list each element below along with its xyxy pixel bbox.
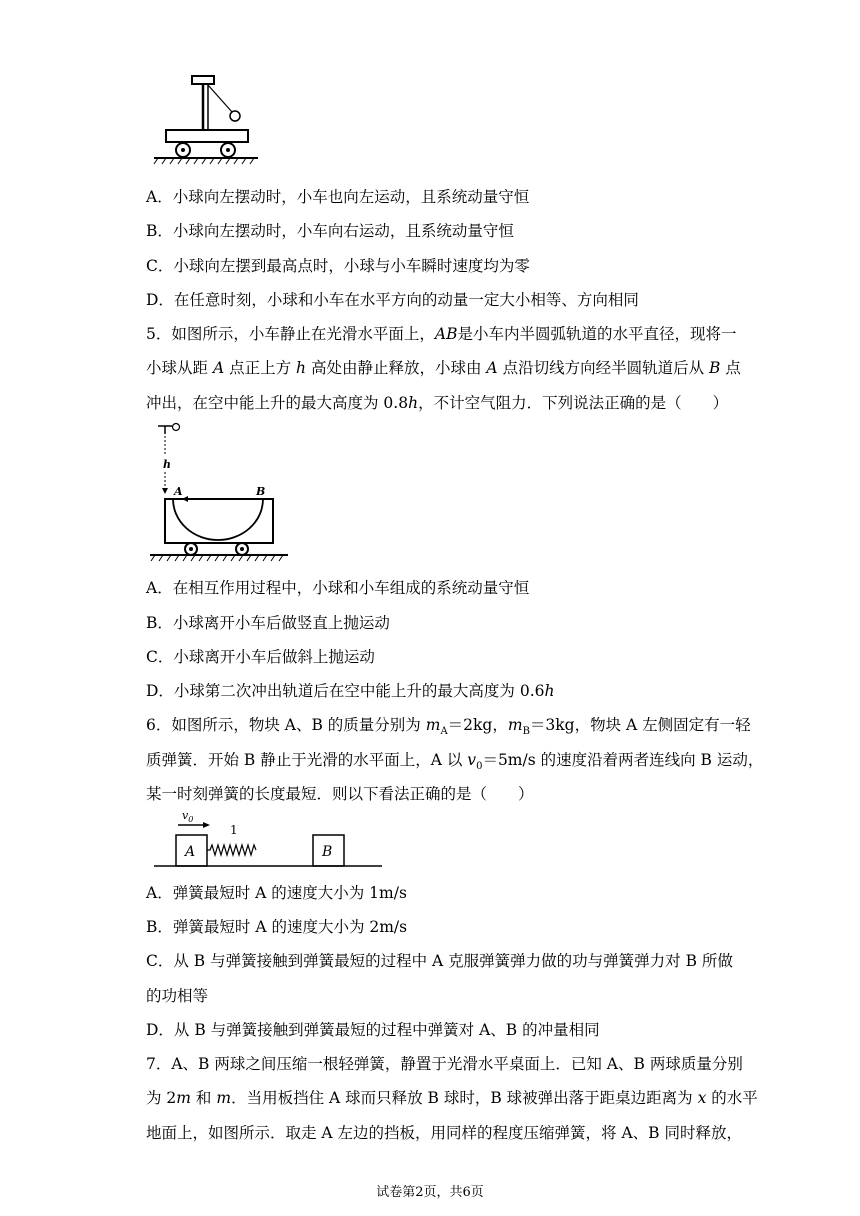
q6-stem-line-1: 6．如图所示，物块 A、B 的质量分别为 $m_A=2kg$，$m_B=3kg$，物块 A 左侧固定有一轻 xyxy=(146,716,751,738)
q6-stem-line-2: 质弹簧．开始 B 静止于光滑的水平面上，A 以 $v_0=5m/s$ 的速度沿着两者连线向 B 运动， xyxy=(146,751,764,773)
q5-option-a: A．在相互作用过程中，小球和小车组成的系统动量守恒 xyxy=(146,579,530,597)
q5-option-c: C．小球离开小车后做斜上抛运动 xyxy=(146,648,375,666)
blocks-spring-figure xyxy=(150,808,385,870)
q6-stem-line-3: 某一时刻弹簧的长度最短．则以下看法正确的是（ ） xyxy=(146,785,534,803)
figure-label-a: A xyxy=(174,485,183,498)
figure-label-h: h xyxy=(163,458,171,471)
q5-option-d: D．小球第二次冲出轨道后在空中能上升的最大高度为 0.6h xyxy=(146,682,555,700)
q7-stem-line-2: 为 2m 和 m．当用板挡住 A 球而只释放 B 球时，B 球被弹出落于距桌边距离为 x 的水平 xyxy=(146,1089,758,1107)
q4-option-a: A．小球向左摆动时，小车也向左运动，且系统动量守恒 xyxy=(146,188,530,206)
q5-stem-line-2: 小球从距 A 点正上方 h 高处由静止释放，小球由 A 点沿切线方向经半圆轨道后从 B 点 xyxy=(146,359,741,377)
figure-label-1: 1 xyxy=(230,823,238,837)
q6-option-c-line-1: C．从 B 与弹簧接触到弹簧最短的过程中 A 克服弹簧弹力做的功与弹簧弹力对 B 所做 xyxy=(146,952,733,970)
q4-option-c: C．小球向左摆到最高点时，小球与小车瞬时速度均为零 xyxy=(146,257,530,275)
q6-option-a: A．弹簧最短时 A 的速度大小为 1m/s xyxy=(146,884,407,902)
q5-stem-line-3: 冲出，在空中能上升的最大高度为 0.8h，不计空气阻力．下列说法正确的是（ ） xyxy=(146,394,729,412)
q5-stem-line-1: 5．如图所示，小车静止在光滑水平面上，AB是小车内半圆弧轨道的水平直径，现将一 xyxy=(146,325,737,343)
q6-option-c-line-2: 的功相等 xyxy=(146,987,209,1005)
page-footer: 试卷第2页，共6页 xyxy=(376,1185,484,1200)
q7-stem-line-3: 地面上，如图所示．取走 A 左边的挡板，用同样的程度压缩弹簧，将 A、B 同时释放， xyxy=(146,1124,742,1142)
figure-label-v0: $v_0$ xyxy=(182,809,194,824)
q4-option-b: B．小球向左摆动时，小车向右运动，且系统动量守恒 xyxy=(146,222,514,240)
q7-stem-line-1: 7．A、B 两球之间压缩一根轻弹簧，静置于光滑水平桌面上．已知 A、B 两球质量分别 xyxy=(146,1055,743,1073)
semicircle-cart-figure xyxy=(146,420,296,565)
figure-label-b: B xyxy=(322,844,333,860)
pendulum-cart-figure xyxy=(152,72,262,172)
figure-label-b: B xyxy=(256,485,266,498)
figure-label-a: A xyxy=(185,844,196,860)
q6-option-d: D．从 B 与弹簧接触到弹簧最短的过程中弹簧对 A、B 的冲量相同 xyxy=(146,1021,600,1039)
q5-option-b: B．小球离开小车后做竖直上抛运动 xyxy=(146,614,390,632)
q4-option-d: D．在任意时刻，小球和小车在水平方向的动量一定大小相等、方向相同 xyxy=(146,291,639,309)
q6-option-b: B．弹簧最短时 A 的速度大小为 2m/s xyxy=(146,918,408,936)
